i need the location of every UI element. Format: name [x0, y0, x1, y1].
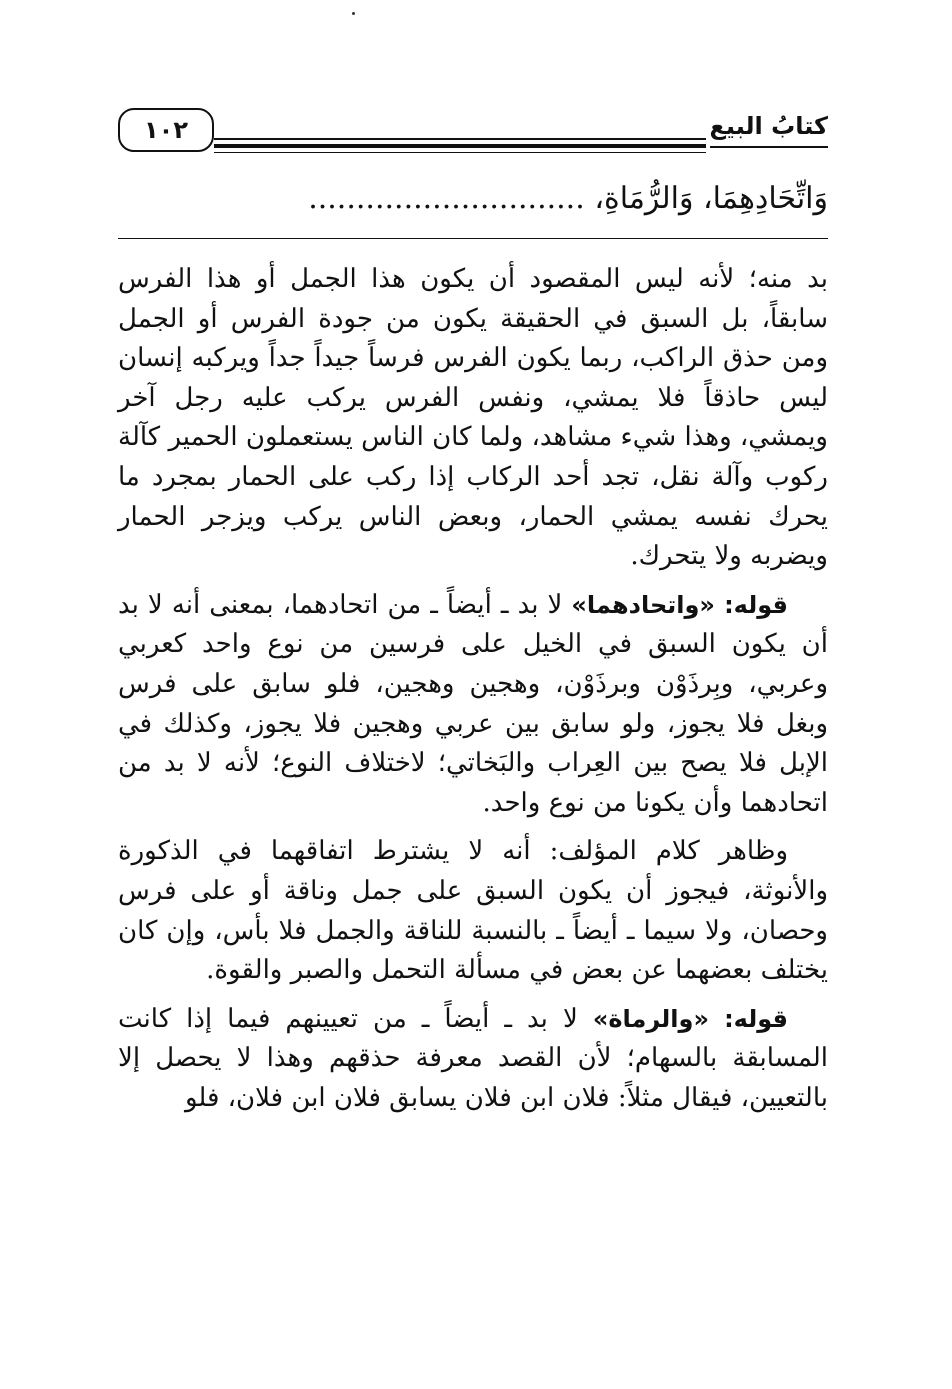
- paragraph: [118, 260, 828, 577]
- matn-text: وَاتِّحَادِهِمَا، وَالرُّمَاةِ،: [594, 181, 828, 216]
- paragraph-label: قوله: «واتحادهما»: [571, 590, 789, 619]
- header-rule: [214, 138, 706, 140]
- commentary-body: [118, 260, 828, 1127]
- matn-dots: .............................: [308, 181, 585, 216]
- paragraph-text: لا بد ـ أيضاً ـ من اتحادهما، بمعنى أنه لا بد أن يكون السبق في الخيل على فرسين من نوع واحد كعربي وعربي، وبِرذَوْن وبرذَوْن، وهجين وهجين، فلو سابق على فرس وبغل فلا يجوز، ولو سابق بين عربي وهجين فلا يجوز، وكذلك في الإبل فلا يصح بين العِراب والبَخاتي؛ لاختلاف النوع؛ لأنه لا بد من اتحادهما وأن يكونا من نوع واحد.: [118, 589, 828, 818]
- paragraph-text: لا بد ـ أيضاً ـ من تعيينهم فيما إذا كانت المسابقة بالسهام؛ لأن القصد معرفة حذقهم وهذا لا يحصل إلا بالتعيين، فيقال مثلاً: فلان ابن فلان يسابق فلان ابن فلان، فلو: [118, 1003, 828, 1113]
- matn-separator: [118, 238, 828, 239]
- paragraph-text: بد منه؛ لأنه ليس المقصود أن يكون هذا الجمل أو هذا الفرس سابقاً، بل السبق في الحقيقة يكون من جودة الفرس أو الجمل ومن حذق الراكب، ربما يكون الفرس فرساً جيداً جداً ويركبه إنسان ليس حاذقاً فلا يمشي، ونفس الفرس يركب عليه رجل آخر ويمشي، وهذا شيء مشاهد، ولما كان الناس يستعملون الحمير كآلة ركوب وآلة نقل، تجد أحد الركاب إذا ركب على الحمار بمجرد ما يحرك نفسه يمشي الحمار، وبعض الناس يركب ويزجر الحمار ويضربه ولا يتحرك.: [118, 264, 828, 572]
- header-rule-thick: [214, 144, 706, 148]
- header-rule-thin: [214, 152, 706, 153]
- page-header: [118, 108, 828, 158]
- scan-speck: [352, 12, 355, 15]
- paragraph-label: قوله: «والرماة»: [592, 1004, 788, 1033]
- paragraph-text: وظاهر كلام المؤلف: أنه لا يشترط اتفاقهما في الذكورة والأنوثة، فيجوز أن يكون السبق على جمل وناقة أو على فرس وحصان، ولا سيما ـ أيضاً ـ بالنسبة للناقة والجمل فلا بأس، وإن كان يختلف بعضهما عن بعض في مسألة التحمل والصبر والقوة.: [118, 836, 828, 986]
- paragraph: [118, 1000, 828, 1119]
- paragraph: [118, 832, 828, 990]
- title-underline: [710, 146, 828, 148]
- book-title: كتابُ البيع: [709, 112, 828, 140]
- matn-line: [118, 174, 828, 224]
- page-number: ١٠٢: [118, 108, 214, 152]
- paragraph: [118, 586, 828, 824]
